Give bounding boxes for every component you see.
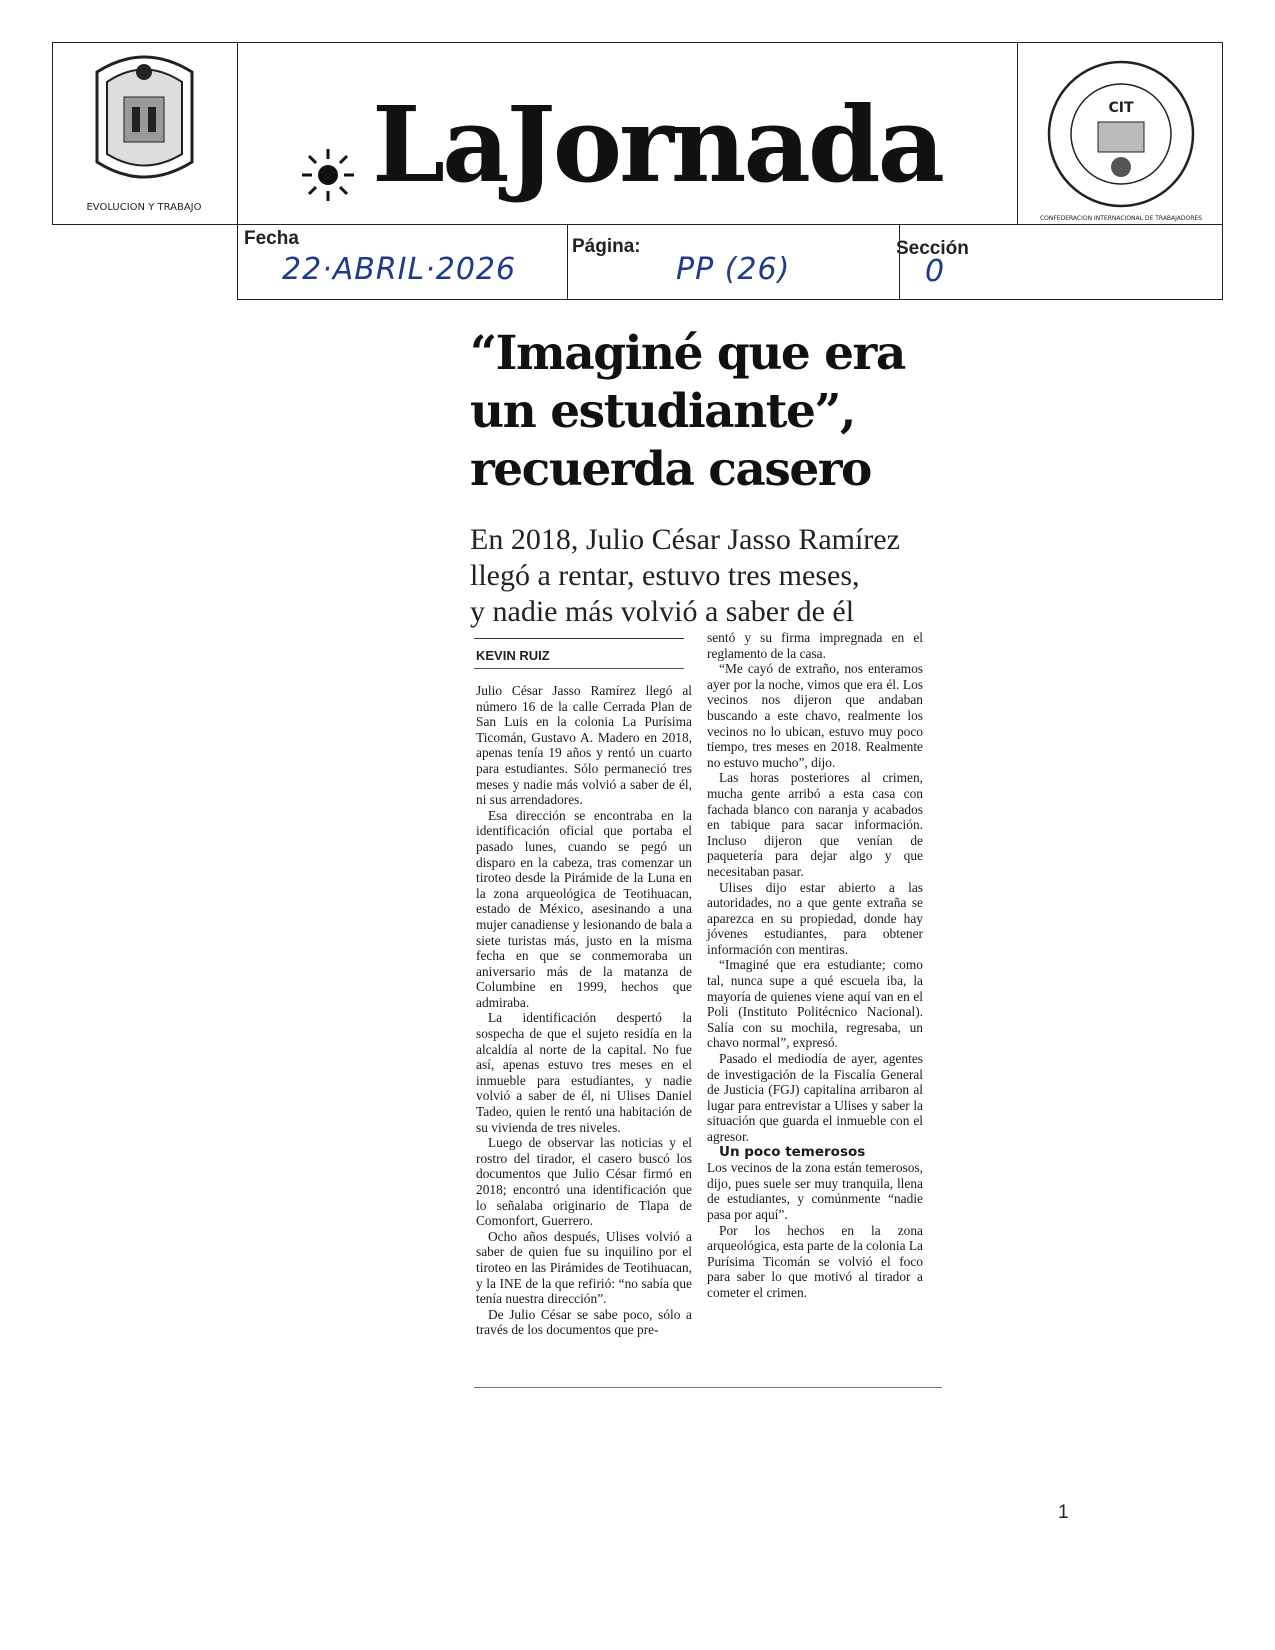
byline: KEVIN RUIZ — [476, 648, 550, 663]
sun-logo-icon — [300, 112, 356, 222]
paragraph: Esa dirección se encontraba en la identificación oficial que portaba el pasado lunes, cuando se pegó un disparo en la cabeza, tras comenzar un tiroteo desde la Pirámide de la Luna en la zona arqueológica de Teotihuacan, estado de México, asesinando a una mujer canadiense y lesionando de bala a siete turistas más, justo en la misma fecha en que se conmemoraba un aniversario más de la matanza de Columbine en 1999, hechos que admiraba. — [476, 807, 692, 1010]
article-dek — [470, 522, 900, 630]
right-seal-cell — [1017, 42, 1224, 225]
pagina-value: PP (26) — [676, 252, 791, 287]
byline-rule — [474, 668, 684, 669]
cit-seal-name: CIT — [1108, 100, 1134, 116]
paragraph: Ocho años después, Ulises volvió a saber de quien fue su inquilino por el tiroteo en las Pirámides de Teotihuacan, y la INE de la que refirió: “no sabía que tenía nuestra dirección”. — [476, 1228, 692, 1307]
paragraph: Julio César Jasso Ramírez llegó al número 16 de la calle Cerrada Plan de San Luis en la colonia La Purísima Ticomán, Gustavo A. Madero en 2018, apenas tenía 19 años y rentó un cuarto para estudiantes. Sólo permaneció tres meses y nadie más volvió a saber de él, ni sus arrendadores. — [476, 683, 692, 808]
seccion-value: 0 — [925, 254, 946, 289]
paragraph: La identificación despertó la sospecha de que el sujeto residía en la alcaldía al norte de la capital. No fue así, apenas estuvo tres meses en el inmueble para estudiantes, y nadie volvió a saber de él, ni Ulises Daniel Tadeo, quien le rentó una habitación de su vivienda de tres niveles. — [476, 1010, 692, 1135]
paragraph: De Julio César se sabe poco, sólo a través de los documentos que pre- — [476, 1306, 692, 1338]
subhead: Un poco temerosos — [719, 1143, 866, 1160]
fecha-value: 22·ABRIL·2026 — [282, 252, 517, 287]
masthead — [300, 83, 980, 206]
paragraph: sentó y su firma impregnada en el reglamento de la casa. — [707, 630, 923, 661]
cit-seal-icon — [1018, 42, 1224, 223]
headline-line: un estudiante”, — [470, 384, 855, 439]
article-headline — [470, 325, 940, 499]
paragraph: Las horas posteriores al crimen, mucha gente arribó a esta casa con fachada blanco con naranja y acabados en tabique para sacar información. Incluso dijeron que venían de paquetería para dejar algo y que necesitaban pasar. — [707, 770, 923, 879]
paragraph: “Me cayó de extraño, nos enteramos ayer por la noche, vimos que era él. Los vecinos nos dijeron que andaban buscando a este chavo, realmente los vecinos no lo ubican, estuvo muy poco tiempo, tres meses en 2018. Realmente no estuvo mucho”, dijo. — [707, 661, 923, 770]
left-seal-cell — [52, 42, 238, 225]
meta-divider — [899, 225, 900, 300]
paragraph: Ulises dijo estar abierto a las autoridades, no a que gente extraña se aparezca en su propiedad, donde hay jóvenes estudiantes, para obtener información con mentiras. — [707, 879, 923, 957]
pagina-label: Página: — [572, 236, 641, 257]
masthead-title: LaJornada — [372, 83, 942, 206]
union-seal-icon — [52, 42, 235, 223]
dek-line: En 2018, Julio César Jasso Ramírez — [470, 523, 900, 556]
paragraph: “Imaginé que era estudiante; como tal, nunca supe a qué escuela iba, la mayoría de quienes viene aquí van en el Poli (Instituto Politécnico Nacional). Salía con su mochila, regresaba, un chavo normal”, expresó. — [707, 957, 923, 1051]
headline-line: “Imaginé que era — [470, 326, 905, 381]
cit-seal-text: CONFEDERACION INTERNACIONAL DE TRABAJADORES — [1039, 215, 1203, 222]
paragraph: Por los hechos en la zona arqueológica, esta parte de la colonia La Purísima Ticomán se volvió el foco para saber lo que motivó al tirador a cometer el crimen. — [707, 1222, 924, 1300]
paragraph: Los vecinos de la zona están temerosos, dijo, pues suele ser muy tranquila, llena de estudiantes, y comúnmente “nadie pasa por aquí”. — [707, 1160, 923, 1222]
seccion-label: Sección — [896, 238, 969, 259]
clipping-bottom-rule — [474, 1387, 942, 1388]
paragraph: Pasado el mediodía de ayer, agentes de investigación de la Fiscalía General de Justicia (FGJ) capitalina arribaron al lugar para entrevistar a Ulises y saber la situación que guarda el inmueble con el agresor. — [707, 1051, 923, 1144]
fecha-label: Fecha — [244, 228, 299, 249]
paragraph: Luego de observar las noticias y el rostro del tirador, el casero buscó los documentos que Julio César firmó en 2018; encontró una identificación que lo señalaba originario de Tlapa de Comonfort, Guerrero. — [476, 1135, 692, 1229]
dek-line: llegó a rentar, estuvo tres meses, — [470, 559, 860, 592]
article-column-1 — [476, 683, 692, 1338]
byline-rule — [474, 638, 684, 639]
headline-line: recuerda casero — [470, 442, 871, 497]
article-column-2 — [707, 630, 923, 1301]
meta-divider — [567, 225, 568, 300]
page-number: 1 — [1058, 1502, 1069, 1523]
left-seal-text: EVOLUCION Y TRABAJO — [86, 202, 202, 213]
dek-line: y nadie más volvió a saber de él — [470, 595, 855, 628]
